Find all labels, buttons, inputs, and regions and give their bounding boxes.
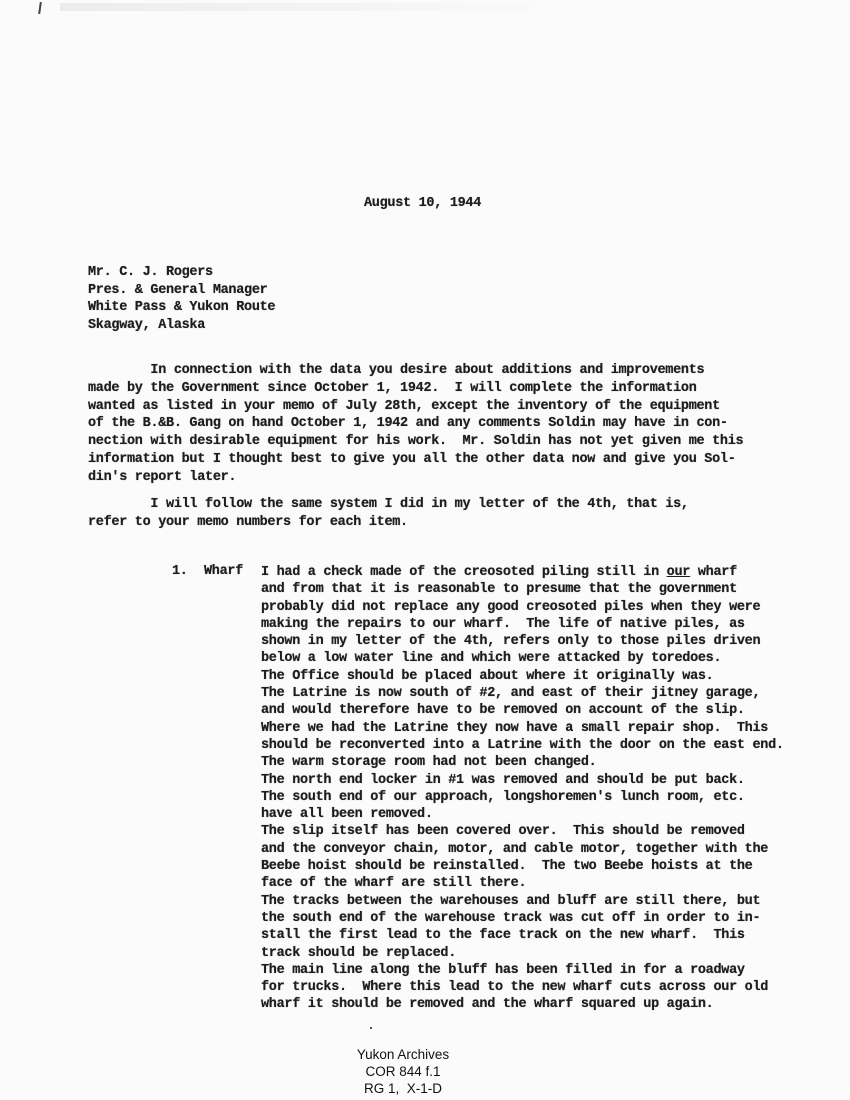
recipient-address <box>88 264 275 334</box>
item-line: track should be replaced. <box>261 945 457 961</box>
item-line: the south end of the warehouse track was cut off in order to in- <box>261 910 761 926</box>
item-line: The Latrine is now south of #2, and east of their jitney garage, <box>261 686 761 702</box>
archive-line: COR 844 f.1 <box>365 1064 441 1079</box>
address-line: White Pass & Yukon Route <box>88 300 276 315</box>
item-line <box>261 564 784 581</box>
item-line: for trucks. Where this lead to the new wharf cuts across our old <box>261 980 769 996</box>
paragraph-line: din's report later. <box>88 469 237 485</box>
paragraph-line: In connection with the data you desire about additions and improvements <box>88 363 705 378</box>
item-line: The slip itself has been covered over. This should be removed <box>261 824 745 840</box>
item-line: The south end of our approach, longshoremen's lunch room, etc. <box>261 789 745 805</box>
archive-line: RG 1, X-1-D <box>363 1081 442 1096</box>
item-line: The tracks between the warehouses and bluff are still there, but <box>261 893 761 909</box>
item-number: 1. <box>172 564 188 579</box>
item-line: have all been removed. <box>261 807 433 823</box>
item-line: making the repairs to our wharf. The life of native piles, as <box>261 616 745 632</box>
scan-edge-shadow <box>60 3 580 11</box>
item-line: stall the first lead to the face track on the new wharf. This <box>261 928 745 944</box>
archive-line: Yukon Archives <box>356 1047 450 1062</box>
item-line: shown in my letter of the 4th, refers only to those piles driven <box>261 634 761 650</box>
item-line: Beebe hoist should be reinstalled. The two Beebe hoists at the <box>261 859 753 875</box>
item-line: wharf it should be removed and the wharf squared up again. <box>261 997 714 1013</box>
item-line: below a low water line and which were attacked by toredoes. <box>261 651 722 667</box>
item-line: The main line along the bluff has been filled in for a roadway <box>261 962 745 978</box>
item-line: The warm storage room had not been changed. <box>261 755 597 771</box>
scan-mark <box>38 2 42 16</box>
item-line: should be reconverted into a Latrine with the door on the east end. <box>261 737 784 753</box>
address-line: Pres. & General Manager <box>88 282 268 298</box>
paragraph-line: information but I thought best to give you all the other data now and give you Sol- <box>88 451 736 467</box>
address-line: Skagway, Alaska <box>88 317 206 333</box>
stray-mark <box>370 1027 372 1029</box>
paragraph-line: wanted as listed in your memo of July 28th, except the inventory of the equipment <box>88 398 720 414</box>
paragraph-line: nection with desirable equipment for his work. Mr. Soldin has not yet given me this <box>88 434 744 450</box>
item-line: and from that it is reasonable to presume that the government <box>261 582 737 598</box>
item-line: and would therefore have to be removed on account of the slip. <box>261 703 745 719</box>
letter-date: August 10, 1944 <box>364 196 482 211</box>
item-line: Where we had the Latrine they now have a small repair shop. This <box>261 720 769 736</box>
item-line: face of the wharf are still there. <box>261 876 527 892</box>
item-body <box>261 564 784 1014</box>
item-line: probably did not replace any good creosoted piles when they were <box>261 599 761 615</box>
body-paragraph-2 <box>88 496 689 532</box>
item-label: Wharf <box>204 564 244 579</box>
item-line-text: wharf <box>690 565 737 580</box>
item-line: The north end locker in #1 was removed and should be put back. <box>261 772 745 788</box>
underlined-word: our <box>666 565 691 580</box>
paragraph-line: refer to your memo numbers for each item. <box>88 514 408 530</box>
body-paragraph-1 <box>88 362 743 487</box>
item-line-text: I had a check made of the creosoted piling still in <box>261 565 667 580</box>
item-line: and the conveyor chain, motor, and cable motor, together with the <box>261 841 769 857</box>
paragraph-line: of the B.&B. Gang on hand October 1, 1942 and any comments Soldin may have in con- <box>88 416 728 432</box>
paragraph-line: I will follow the same system I did in my letter of the 4th, that is, <box>88 497 689 512</box>
address-line: Mr. C. J. Rogers <box>88 265 213 280</box>
paragraph-line: made by the Government since October 1, 1942. I will complete the information <box>88 380 697 396</box>
item-line: The Office should be placed about where it originally was. <box>261 668 714 684</box>
archive-stamp <box>330 1046 476 1097</box>
